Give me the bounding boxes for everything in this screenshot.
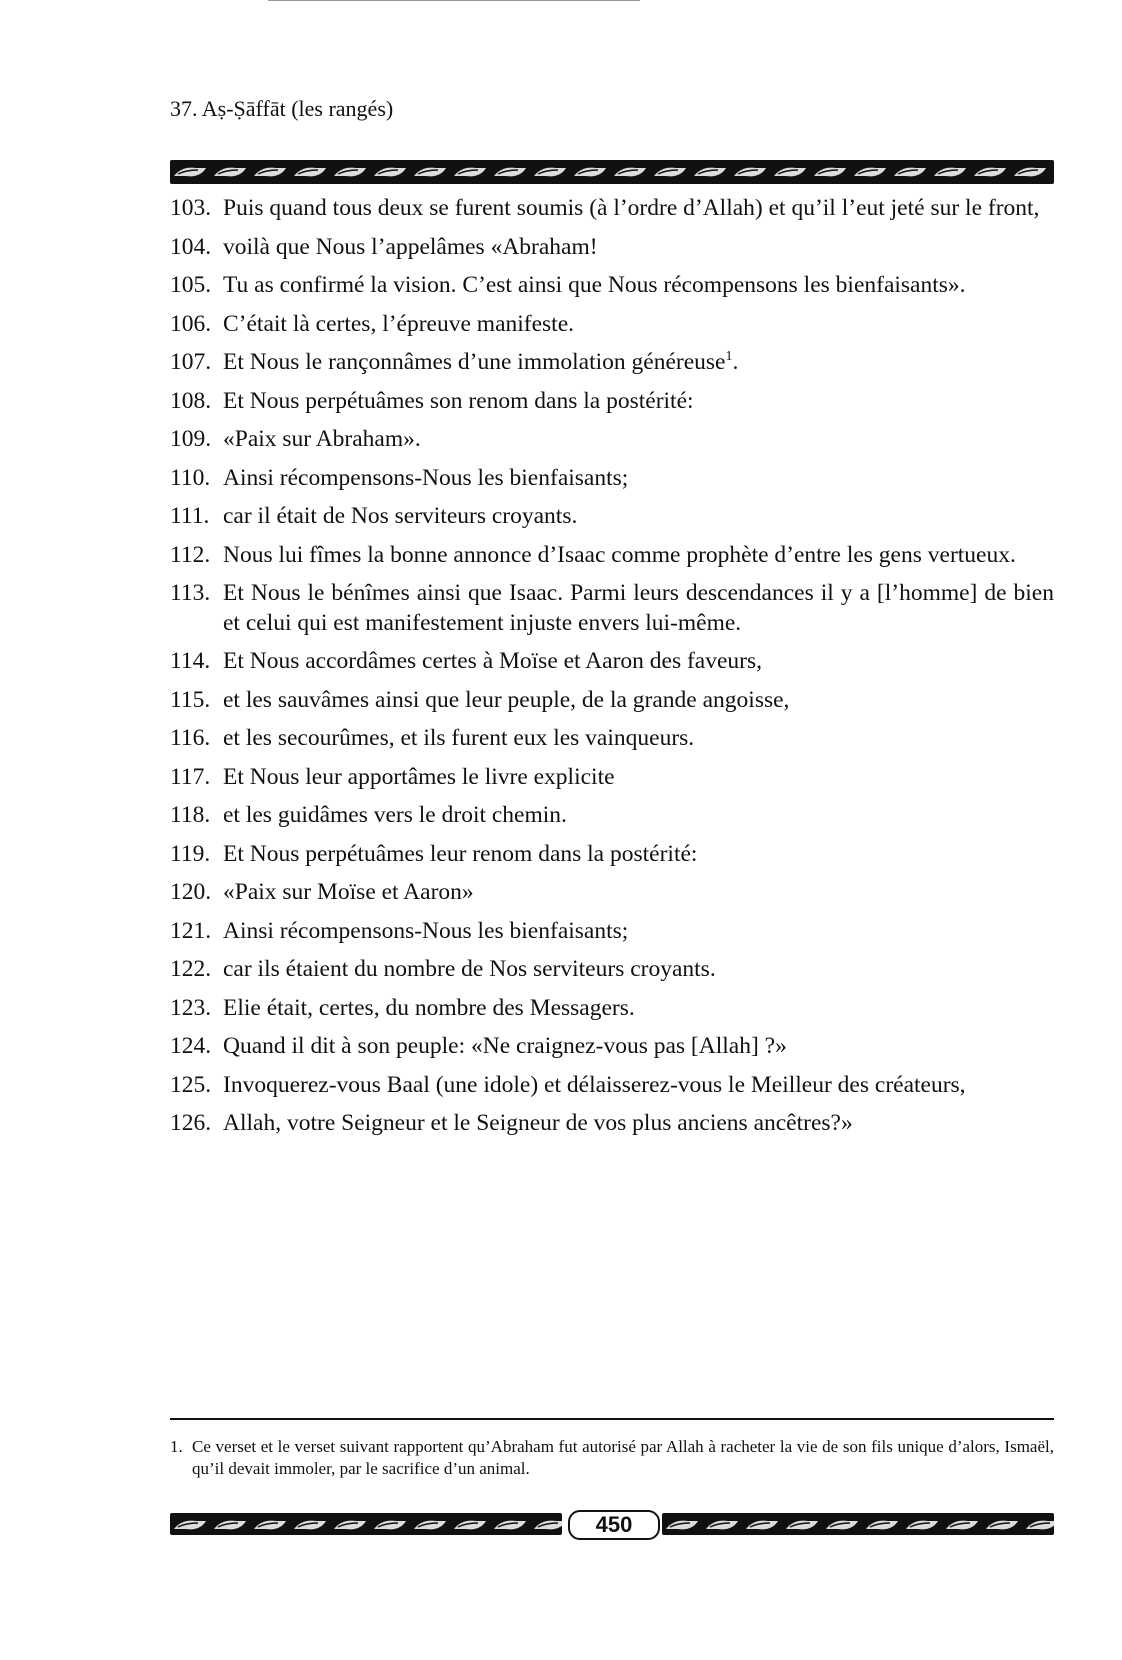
verse-text: et les sauvâmes ainsi que leur peuple, de la grande angoisse, — [223, 686, 790, 713]
verse-text: «Paix sur Moïse et Aaron» — [223, 879, 474, 905]
verse-123 — [170, 994, 1054, 1024]
verse-number: 125. — [170, 1071, 212, 1098]
verse-105 — [170, 271, 1054, 301]
verse-text: Allah, votre Seigneur et le Seigneur de vos plus anciens ancêtres?» — [223, 1110, 853, 1136]
verse-text: Et Nous le rançonnâmes d’une immolation généreuse$^1$. — [223, 349, 739, 375]
verse-number: 112. — [170, 541, 211, 568]
verse-number: 123. — [170, 994, 212, 1021]
footnote — [170, 1436, 1054, 1480]
footnote-rule — [170, 1418, 1054, 1420]
verse-number: 118. — [170, 802, 211, 828]
verse-number: 107. — [170, 349, 212, 375]
verse-text: Et Nous leur apportâmes le livre explicite — [223, 763, 615, 790]
verse-number: 103. — [170, 195, 212, 221]
verse-text: Ainsi récompensons-Nous les bienfaisants; — [223, 464, 629, 491]
footnote-number: 1. — [170, 1437, 183, 1456]
verse-text: Ainsi récompensons-Nous les bienfaisants; — [223, 917, 629, 944]
verse-text: Et Nous perpétuâmes son renom dans la postérité: — [223, 387, 694, 414]
verse-121 — [170, 917, 1054, 947]
verse-number: 124. — [170, 1033, 212, 1059]
verse-text: car ils étaient du nombre de Nos serviteurs croyants. — [223, 956, 716, 982]
verse-text: C’était là certes, l’épreuve manifeste. — [223, 310, 575, 337]
verse-116 — [170, 724, 1054, 754]
verse-text: Puis quand tous deux se furent soumis (à l’ordre d’Allah) et qu’il l’eut jeté sur le front, — [223, 195, 1040, 221]
top-rule — [268, 0, 640, 1]
ornamental-band-top — [170, 160, 1054, 184]
verse-number: 121. — [170, 917, 212, 944]
verse-103 — [170, 194, 1054, 224]
verse-104 — [170, 233, 1054, 263]
verse-117 — [170, 763, 1054, 793]
verse-125 — [170, 1071, 1054, 1101]
page-header: 37. Aṣ-Ṣāffāt (les rangés) — [170, 96, 394, 121]
verse-109 — [170, 425, 1054, 455]
verse-number: 115. — [170, 686, 211, 713]
verse-number: 109. — [170, 426, 212, 452]
page-number: 450 — [568, 1510, 660, 1540]
verse-119 — [170, 840, 1054, 870]
verse-110 — [170, 464, 1054, 494]
verse-number: 104. — [170, 233, 212, 260]
verse-text: et les guidâmes vers le droit chemin. — [223, 802, 567, 828]
verse-number: 106. — [170, 310, 212, 337]
verse-number: 108. — [170, 387, 212, 414]
verse-107 — [170, 348, 1054, 378]
verse-114 — [170, 647, 1054, 677]
verse-number: 113. — [170, 580, 211, 606]
verse-text: Tu as confirmé la vision. C’est ainsi que Nous récompensons les bienfaisants». — [223, 272, 966, 298]
verse-number: 114. — [170, 648, 211, 674]
verse-text: et les secourûmes, et ils furent eux les vainqueurs. — [223, 725, 695, 751]
verse-number: 119. — [170, 840, 211, 867]
verse-text: «Paix sur Abraham». — [223, 426, 421, 452]
verse-number: 120. — [170, 879, 212, 905]
verse-text: Quand il dit à son peuple: «Ne craignez-vous pas [Allah] ?» — [223, 1033, 787, 1059]
verse-122 — [170, 955, 1054, 985]
verse-number: 111. — [170, 503, 210, 529]
verse-number: 116. — [170, 725, 211, 751]
verse-number: 126. — [170, 1110, 212, 1136]
verse-number: 122. — [170, 956, 212, 982]
verse-111 — [170, 502, 1054, 532]
verse-text: car il était de Nos serviteurs croyants. — [223, 503, 578, 529]
footnote-marker: 1 — [725, 349, 733, 365]
verse-text: Et Nous le bénîmes ainsi que Isaac. Parmi leurs descendances il y a [l’homme] de bien et celui qui est manifestement injuste envers lui-même. — [223, 580, 1054, 636]
verse-115 — [170, 686, 1054, 716]
ornament-pattern — [170, 160, 1054, 184]
verse-text: Invoquerez-vous Baal (une idole) et délaisserez-vous le Meilleur des créateurs, — [223, 1071, 966, 1098]
ornament-right — [662, 1513, 1054, 1535]
verse-text: Nous lui fîmes la bonne annonce d’Isaac comme prophète d’entre les gens vertueux. — [223, 541, 1016, 568]
verse-108 — [170, 387, 1054, 417]
ornamental-band-bottom — [170, 1510, 1054, 1538]
verse-number: 110. — [170, 464, 211, 491]
verse-120 — [170, 878, 1054, 908]
verse-list — [170, 194, 1054, 1148]
verse-118 — [170, 801, 1054, 831]
ornament-left — [170, 1513, 562, 1535]
verse-113 — [170, 579, 1054, 638]
verse-106 — [170, 310, 1054, 340]
footnote-text: Ce verset et le verset suivant rapportent qu’Abraham fut autorisé par Allah à racheter la vie de son fils unique d’alors, Ismaël, qu’il devait immoler, par le sacrifice d’un animal. — [192, 1437, 1054, 1478]
verse-124 — [170, 1032, 1054, 1062]
verse-text: Et Nous accordâmes certes à Moïse et Aaron des faveurs, — [223, 648, 762, 674]
verse-number: 117. — [170, 763, 211, 790]
verse-126 — [170, 1109, 1054, 1139]
verse-112 — [170, 541, 1054, 571]
verse-text: voilà que Nous l’appelâmes «Abraham! — [223, 233, 598, 260]
verse-text: Elie était, certes, du nombre des Messagers. — [223, 994, 635, 1021]
verse-text: Et Nous perpétuâmes leur renom dans la postérité: — [223, 840, 698, 867]
verse-number: 105. — [170, 272, 212, 298]
